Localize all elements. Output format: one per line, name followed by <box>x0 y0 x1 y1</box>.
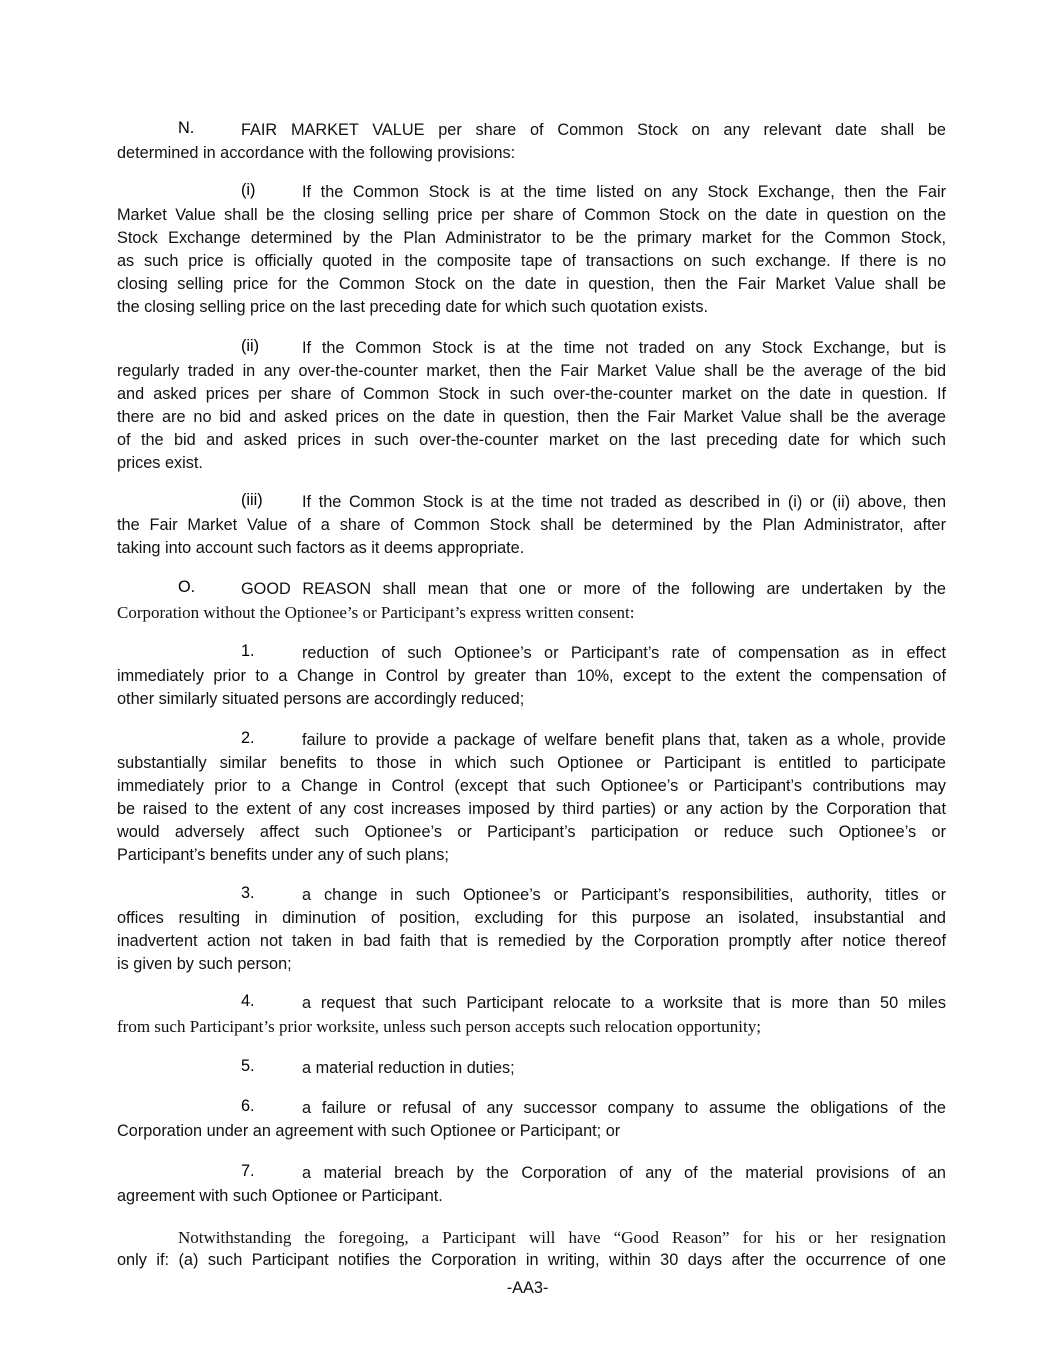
text-line: offices resulting in diminution of position, excluding for this purpose an isolated, insubstantial and <box>117 909 946 927</box>
paragraph-label: 3. <box>241 884 255 902</box>
text-line: of the bid and asked prices in such over-the-counter market on the last preceding date for which such <box>117 431 946 449</box>
text-line: FAIR MARKET VALUE per share of Common Stock on any relevant date shall be <box>241 121 946 139</box>
paragraph-2 <box>117 729 946 867</box>
text-line: as such price is officially quoted in the composite tape of transactions on such exchange. If there is no <box>117 252 946 270</box>
text-line: a failure or refusal of any successor company to assume the obligations of the <box>302 1099 946 1117</box>
paragraph-O <box>117 578 946 624</box>
page-number: -AA3- <box>506 1279 549 1297</box>
text-line: from such Participant’s prior worksite, unless such person accepts such relocation opportunity; <box>117 1017 761 1036</box>
paragraph-i <box>117 181 946 319</box>
text-line: determined in accordance with the following provisions: <box>117 144 516 162</box>
text-line: closing selling price for the Common Stock on the date in question, then the Fair Market Value shall be <box>117 275 946 293</box>
text-line: other similarly situated persons are accordingly reduced; <box>117 690 525 708</box>
text-line: Corporation without the Optionee’s or Participant’s express written consent: <box>117 603 635 622</box>
paragraph-3 <box>117 884 946 976</box>
text-line: a material reduction in duties; <box>302 1059 515 1077</box>
paragraph-4 <box>117 992 946 1038</box>
text-line: agreement with such Optionee or Participant. <box>117 1187 443 1205</box>
text-line: a material breach by the Corporation of any of the material provisions of an <box>302 1164 946 1182</box>
paragraph-label: 6. <box>241 1097 255 1115</box>
text-line: a change in such Optionee’s or Participant’s responsibilities, authority, titles or <box>302 886 946 904</box>
text-line: reduction of such Optionee’s or Participant’s rate of compensation as in effect <box>302 644 946 662</box>
text-line: only if: (a) such Participant notifies the Corporation in writing, within 30 days after the occurrence of one <box>117 1251 946 1269</box>
text-line: Notwithstanding the foregoing, a Participant will have “Good Reason” for his or her resignation <box>178 1228 946 1247</box>
paragraph-label: 4. <box>241 992 255 1010</box>
text-line: immediately prior to a Change in Control (except that such Optionee’s or Participant’s contributions may <box>117 777 946 795</box>
paragraph-label: 7. <box>241 1162 255 1180</box>
paragraph-iii <box>117 491 946 560</box>
text-line: substantially similar benefits to those in which such Optionee or Participant is entitled to participate <box>117 754 946 772</box>
text-line: If the Common Stock is at the time listed on any Stock Exchange, then the Fair <box>302 183 946 201</box>
paragraph-7 <box>117 1162 946 1208</box>
text-line: the closing selling price on the last preceding date for which such quotation exists. <box>117 298 708 316</box>
text-line: Participant’s benefits under any of such plans; <box>117 846 449 864</box>
text-line: If the Common Stock is at the time not traded on any Stock Exchange, but is <box>302 339 946 357</box>
paragraph-label: (ii) <box>241 337 260 355</box>
paragraph-label: 2. <box>241 729 255 747</box>
text-line: there are no bid and asked prices on the date in question, then the Fair Market Value shall be the average <box>117 408 946 426</box>
text-line: immediately prior to a Change in Control by greater than 10%, except to the extent the compensation of <box>117 667 946 685</box>
text-line: and asked prices per share of Common Stock in such over-the-counter market on the date in question. If <box>117 385 946 403</box>
text-line: would adversely affect such Optionee’s or Participant’s participation or reduce such Optionee’s or <box>117 823 946 841</box>
paragraph-label: 5. <box>241 1057 255 1075</box>
paragraph-label: (i) <box>241 181 256 199</box>
paragraph-label: 1. <box>241 642 255 660</box>
text-line: Corporation under an agreement with such Optionee or Participant; or <box>117 1122 621 1140</box>
text-line: Stock Exchange determined by the Plan Administrator to be the primary market for the Common Stock, <box>117 229 946 247</box>
text-line: regularly traded in any over-the-counter market, then the Fair Market Value shall be the average of the bid <box>117 362 946 380</box>
text-line: prices exist. <box>117 454 203 472</box>
text-line: taking into account such factors as it deems appropriate. <box>117 539 525 557</box>
text-line: the Fair Market Value of a share of Common Stock shall be determined by the Plan Administrator, after <box>117 516 946 534</box>
text-line: inadvertent action not taken in bad faith that is remedied by the Corporation promptly after notice thereof <box>117 932 946 950</box>
text-line: Market Value shall be the closing selling price per share of Common Stock on the date in question on the <box>117 206 946 224</box>
paragraph-N <box>117 119 946 165</box>
text-line: If the Common Stock is at the time not traded as described in (i) or (ii) above, then <box>302 493 946 511</box>
paragraph-5 <box>117 1057 946 1080</box>
paragraph-1 <box>117 642 946 711</box>
text-line: a request that such Participant relocate to a worksite that is more than 50 miles <box>302 994 946 1012</box>
paragraph-label: O. <box>178 578 196 596</box>
paragraph-6 <box>117 1097 946 1143</box>
paragraph-label: N. <box>178 119 195 137</box>
paragraph-label: (iii) <box>241 491 263 509</box>
text-line: failure to provide a package of welfare benefit plans that, taken as a whole, provide <box>302 731 946 749</box>
text-line: GOOD REASON shall mean that one or more of the following are undertaken by the <box>241 580 946 598</box>
text-line: is given by such person; <box>117 955 292 973</box>
text-line: be raised to the extent of any cost increases imposed by third parties) or any action by the Corporation that <box>117 800 946 818</box>
paragraph-notwithstanding <box>117 1226 946 1272</box>
paragraph-ii <box>117 337 946 475</box>
